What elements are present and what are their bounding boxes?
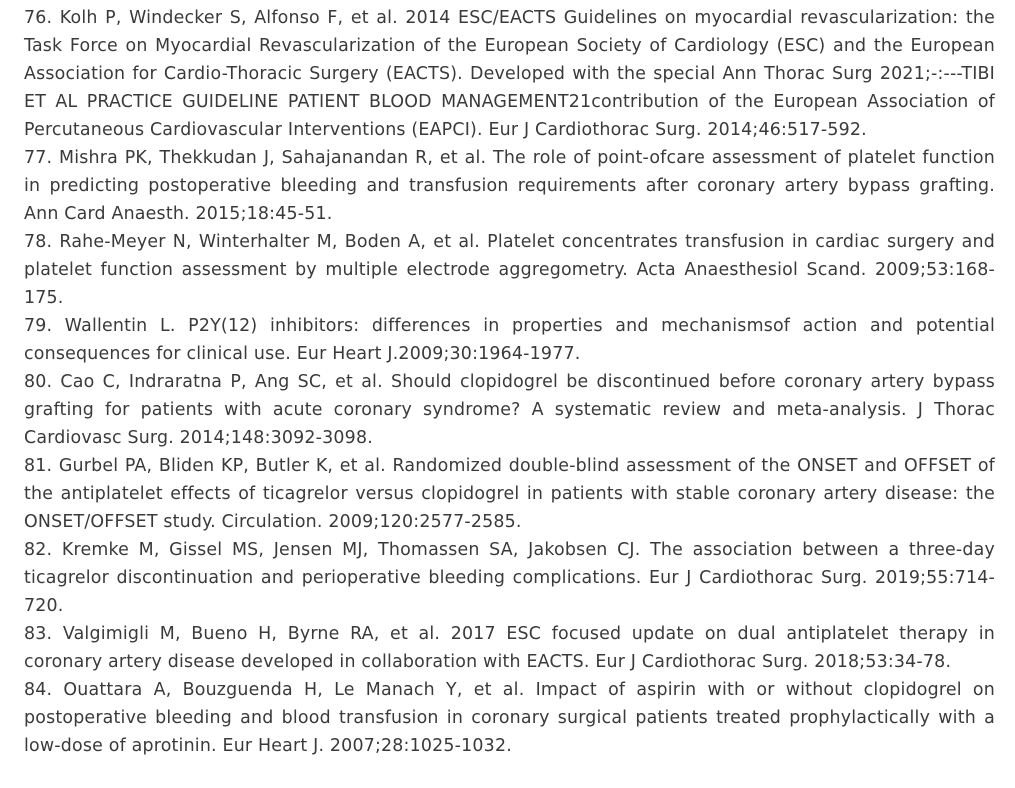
reference-item-84: 84. Ouattara A, Bouzguenda H, Le Manach Y, et al. Impact of aspirin with or without clopidogrel on postoperative bleeding and blood transfusion in coronary surgical patients treated prophylactically with a low-dose of aprotinin. Eur Heart J. 2007;28:1025-1032. xyxy=(24,680,995,756)
reference-item-81: 81. Gurbel PA, Bliden KP, Butler K, et al. Randomized double-blind assessment of the ONSET and OFFSET of the antiplatelet effects of ticagrelor versus clopidogrel in patients with stable coronary artery disease: the ONSET/OFFSET study. Circulation. 2009;120:2577-2585. xyxy=(24,456,995,532)
reference-item-80: 80. Cao C, Indraratna P, Ang SC, et al. Should clopidogrel be discontinued before coronary artery bypass grafting for patients with acute coronary syndrome? A systematic review and meta-analysis. J Thorac Cardiovasc Surg. 2014;148:3092-3098. xyxy=(24,372,995,448)
reference-list xyxy=(24,4,995,760)
reference-item-78: 78. Rahe-Meyer N, Winterhalter M, Boden A, et al. Platelet concentrates transfusion in cardiac surgery and platelet function assessment by multiple electrode aggregometry. Acta Anaesthesiol Scand. 2009;53:168-175. xyxy=(24,232,995,308)
reference-item-83: 83. Valgimigli M, Bueno H, Byrne RA, et al. 2017 ESC focused update on dual antiplatelet therapy in coronary artery disease developed in collaboration with EACTS. Eur J Cardiothorac Surg. 2018;53:34-78. xyxy=(24,624,995,672)
reference-item-79: 79. Wallentin L. P2Y(12) inhibitors: differences in properties and mechanismsof action and potential consequences for clinical use. Eur Heart J.2009;30:1964-1977. xyxy=(24,316,995,364)
reference-item-77: 77. Mishra PK, Thekkudan J, Sahajanandan R, et al. The role of point-ofcare assessment of platelet function in predicting postoperative bleeding and transfusion requirements after coronary artery bypass grafting. Ann Card Anaesth. 2015;18:45-51. xyxy=(24,148,995,224)
reference-item-82: 82. Kremke M, Gissel MS, Jensen MJ, Thomassen SA, Jakobsen CJ. The association between a three-day ticagrelor discontinuation and perioperative bleeding complications. Eur J Cardiothorac Surg. 2019;55:714-720. xyxy=(24,540,995,616)
reference-item-76: 76. Kolh P, Windecker S, Alfonso F, et al. 2014 ESC/EACTS Guidelines on myocardial revascularization: the Task Force on Myocardial Revascularization of the European Society of Cardiology (ESC) and the European Association for Cardio-Thoracic Surgery (EACTS). Developed with the special Ann Thorac Surg 2021;-:---TIBI ET AL PRACTICE GUIDELINE PATIENT BLOOD MANAGEMENT21contribution of the European Association of Percutaneous Cardiovascular Interventions (EAPCI). Eur J Cardiothorac Surg. 2014;46:517-592. xyxy=(24,8,995,140)
